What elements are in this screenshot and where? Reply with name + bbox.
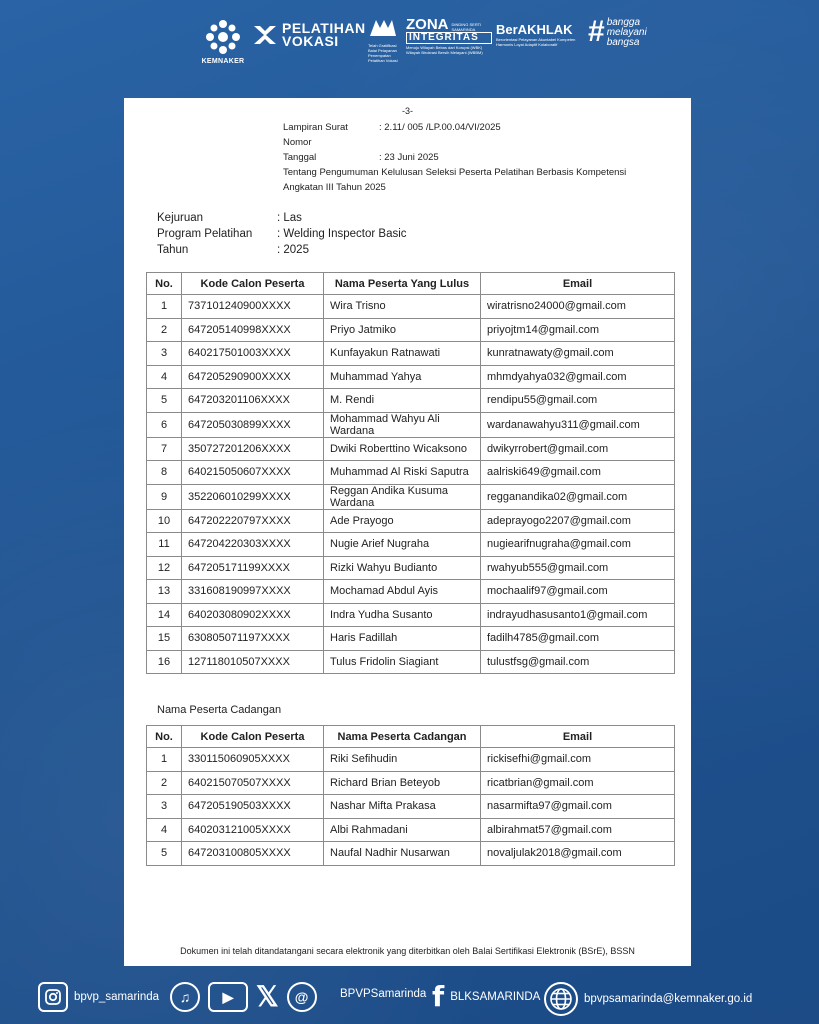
facebook-icon: f xyxy=(432,980,445,1013)
cell-no: 1 xyxy=(147,748,182,772)
cell-no: 12 xyxy=(147,556,182,580)
cell-email: priyojtm14@gmail.com xyxy=(481,318,675,342)
cell-nama: Nugie Arief Nugraha xyxy=(324,533,481,557)
table-row xyxy=(147,627,675,651)
cell-email: rwahyub555@gmail.com xyxy=(481,556,675,580)
cell-nama: Muhammad Al Riski Saputra xyxy=(324,461,481,485)
globe-icon xyxy=(544,982,578,1016)
lampiran-row xyxy=(283,150,626,165)
header-kode: Kode Calon Peserta xyxy=(182,273,324,295)
table-header-row xyxy=(147,726,675,748)
cell-email: indrayudhasusanto1@gmail.com xyxy=(481,603,675,627)
cell-nama: Mohammad Wahyu Ali Wardana xyxy=(324,412,481,437)
cell-nama: Tulus Fridolin Siagiant xyxy=(324,650,481,674)
cell-kode: 647203100805XXXX xyxy=(182,842,324,866)
cell-nama: Riki Sefihudin xyxy=(324,748,481,772)
vokasi-line1: PELATIHAN xyxy=(282,20,366,36)
cell-nama: Muhammad Yahya xyxy=(324,365,481,389)
meta-value: : Welding Inspector Basic xyxy=(277,228,407,240)
passed-participants-table xyxy=(146,272,675,674)
cell-kode: 640203121005XXXX xyxy=(182,818,324,842)
table-row xyxy=(147,533,675,557)
cell-email: mhmdyahya032@gmail.com xyxy=(481,365,675,389)
reserve-participants-table xyxy=(146,725,675,866)
page-number: -3- xyxy=(402,106,413,116)
cell-email: kunratnawaty@gmail.com xyxy=(481,342,675,366)
cell-nama: Mochamad Abdul Ayis xyxy=(324,580,481,604)
table-row xyxy=(147,580,675,604)
cell-kode: 647202220797XXXX xyxy=(182,509,324,533)
cell-no: 9 xyxy=(147,484,182,509)
cell-email: novaljulak2018@gmail.com xyxy=(481,842,675,866)
table-row xyxy=(147,818,675,842)
meta-row xyxy=(157,226,407,242)
table-row xyxy=(147,318,675,342)
email-address: bpvpsamarinda@kemnaker.go.id xyxy=(584,993,753,1005)
cell-no: 4 xyxy=(147,365,182,389)
cell-no: 10 xyxy=(147,509,182,533)
header-email: Email xyxy=(481,726,675,748)
vokasi-mark-icon xyxy=(252,22,278,48)
zona-tiny-text: Menuju Wilayah Bebas dari Korupsi (WBK) Wilayah Birokrasi Bersih Melayani (WBBM) xyxy=(406,45,483,55)
berakhlak-title: BerAKHLAK xyxy=(496,22,573,37)
header-logos xyxy=(0,14,819,76)
berakhlak-subtitle: Berorientasi Pelayanan Akuntabel Kompeten Harmonis Loyal Adaptif Kolaboratif xyxy=(496,37,576,47)
cell-no: 5 xyxy=(147,389,182,413)
table-row xyxy=(147,365,675,389)
lampiran-value: : 2.11/ 005 /LP.00.04/VI/2025 xyxy=(379,122,501,133)
table-row xyxy=(147,412,675,437)
meta-row xyxy=(157,242,407,258)
table-row xyxy=(147,509,675,533)
cell-kode: 647205171199XXXX xyxy=(182,556,324,580)
meta-key: Tahun xyxy=(157,244,189,256)
cell-nama: Haris Fadillah xyxy=(324,627,481,651)
cell-kode: 737101240900XXXX xyxy=(182,295,324,319)
kemnaker-emblem-icon xyxy=(204,18,242,56)
cell-kode: 640215050607XXXX xyxy=(182,461,324,485)
table-row xyxy=(147,461,675,485)
pelatihan-vokasi-logo xyxy=(252,22,366,48)
cell-nama: Indra Yudha Susanto xyxy=(324,603,481,627)
cell-email: rendipu55@gmail.com xyxy=(481,389,675,413)
cell-nama: Albi Rahmadani xyxy=(324,818,481,842)
lampiran-key: Lampiran Surat Nomor xyxy=(283,122,348,148)
lampiran-value: : 23 Juni 2025 xyxy=(379,152,439,163)
cell-kode: 647204220303XXXX xyxy=(182,533,324,557)
header-no: No. xyxy=(147,726,182,748)
table-row xyxy=(147,795,675,819)
cell-no: 16 xyxy=(147,650,182,674)
cell-email: albirahmat57@gmail.com xyxy=(481,818,675,842)
lampiran-key: Tanggal xyxy=(283,152,317,163)
cell-email: nugiearifnugraha@gmail.com xyxy=(481,533,675,557)
cell-email: rickisefhi@gmail.com xyxy=(481,748,675,772)
cell-nama: Wira Trisno xyxy=(324,295,481,319)
header-email: Email xyxy=(481,273,675,295)
table-row xyxy=(147,650,675,674)
cell-nama: Richard Brian Beteyob xyxy=(324,771,481,795)
instagram-link[interactable] xyxy=(38,982,159,1012)
cell-kode: 647205190503XXXX xyxy=(182,795,324,819)
meta-key: Program Pelatihan xyxy=(157,228,253,240)
cell-nama: Reggan Andika Kusuma Wardana xyxy=(324,484,481,509)
table-row xyxy=(147,603,675,627)
vokasi-line2: VOKASI xyxy=(282,33,339,49)
document-page xyxy=(124,98,691,966)
table-row xyxy=(147,748,675,772)
cell-no: 8 xyxy=(147,461,182,485)
kemnaker-label: KEMNAKER xyxy=(201,58,245,65)
video-social-links xyxy=(170,982,317,1012)
cell-email: regganandika02@gmail.com xyxy=(481,484,675,509)
cell-no: 1 xyxy=(147,295,182,319)
cell-no: 3 xyxy=(147,342,182,366)
cell-no: 4 xyxy=(147,818,182,842)
cell-nama: Priyo Jatmiko xyxy=(324,318,481,342)
table-row xyxy=(147,389,675,413)
x-handle-link[interactable] xyxy=(340,988,426,1000)
table-row xyxy=(147,437,675,461)
cell-email: fadilh4785@gmail.com xyxy=(481,627,675,651)
lampiran-block xyxy=(283,120,626,195)
cell-no: 6 xyxy=(147,412,182,437)
cell-no: 14 xyxy=(147,603,182,627)
table-row xyxy=(147,842,675,866)
zona-small-text: Telah Gratifikasi Balai Pelayanan Penempatan Pelatihan Vokasi xyxy=(368,43,398,63)
cell-email: adeprayogo2207@gmail.com xyxy=(481,509,675,533)
cell-no: 7 xyxy=(147,437,182,461)
cell-kode: 630805071197XXXX xyxy=(182,627,324,651)
cell-kode: 352206010299XXXX xyxy=(182,484,324,509)
electronic-signature-note: Dokumen ini telah ditandatangani secara elektronik yang diterbitkan oleh Balai Sertifikasi Elektronik (BSrE), BSSN xyxy=(180,946,635,956)
header-nama: Nama Peserta Yang Lulus xyxy=(324,273,481,295)
tentang-line-2: Angkatan III Tahun 2025 xyxy=(283,182,386,193)
tiktok-icon[interactable]: ♫ xyxy=(170,982,200,1012)
berakhlak-logo xyxy=(496,22,586,47)
kemnaker-logo xyxy=(198,18,248,65)
header-nama: Nama Peserta Cadangan xyxy=(324,726,481,748)
cell-nama: M. Rendi xyxy=(324,389,481,413)
bangga-word-3: bangsa xyxy=(606,37,640,48)
cell-kode: 647203201106XXXX xyxy=(182,389,324,413)
cell-kode: 640215070507XXXX xyxy=(182,771,324,795)
meta-value: : 2025 xyxy=(277,244,309,256)
cell-email: ricatbrian@gmail.com xyxy=(481,771,675,795)
youtube-icon[interactable]: ▶ xyxy=(208,982,248,1012)
email-link[interactable] xyxy=(544,982,752,1016)
cell-email: wiratrisno24000@gmail.com xyxy=(481,295,675,319)
x-handle: BPVPSamarinda xyxy=(340,988,427,1000)
table-row xyxy=(147,295,675,319)
bangga-word-2: melayani xyxy=(606,27,647,38)
table-row xyxy=(147,771,675,795)
instagram-handle: bpvp_samarinda xyxy=(74,991,160,1003)
cell-kode: 331608190997XXXX xyxy=(182,580,324,604)
cell-nama: Kunfayakun Ratnawati xyxy=(324,342,481,366)
cell-no: 15 xyxy=(147,627,182,651)
cell-kode: 647205290900XXXX xyxy=(182,365,324,389)
program-meta xyxy=(157,210,407,258)
cell-kode: 350727201206XXXX xyxy=(182,437,324,461)
lampiran-row xyxy=(283,120,626,150)
cell-email: tulustfsg@gmail.com xyxy=(481,650,675,674)
cell-email: mochaalif97@gmail.com xyxy=(481,580,675,604)
cell-kode: 640203080902XXXX xyxy=(182,603,324,627)
tentang-line-1: Tentang Pengumuman Kelulusan Seleksi Peserta Pelatihan Berbasis Kompetensi xyxy=(283,167,627,178)
cell-kode: 330115060905XXXX xyxy=(182,748,324,772)
cell-no: 13 xyxy=(147,580,182,604)
meta-row xyxy=(157,210,407,226)
zona-subtitle: INTEGRITAS xyxy=(406,32,492,44)
table-row xyxy=(147,556,675,580)
bangga-melayani-logo xyxy=(588,15,647,48)
cell-nama: Rizki Wahyu Budianto xyxy=(324,556,481,580)
zona-hands-icon xyxy=(368,18,398,38)
zona-integritas-logo xyxy=(368,18,492,63)
cell-email: aalriski649@gmail.com xyxy=(481,461,675,485)
cell-email: dwikyrrobert@gmail.com xyxy=(481,437,675,461)
cell-no: 3 xyxy=(147,795,182,819)
facebook-handle: BLKSAMARINDA xyxy=(450,991,541,1003)
cell-email: wardanawahyu311@gmail.com xyxy=(481,412,675,437)
facebook-link[interactable] xyxy=(432,982,540,1012)
cell-no: 2 xyxy=(147,771,182,795)
cell-kode: 647205140998XXXX xyxy=(182,318,324,342)
cadangan-label: Nama Peserta Cadangan xyxy=(157,704,282,716)
x-twitter-icon[interactable]: 𝕏 xyxy=(256,981,279,1012)
cell-nama: Nashar Mifta Prakasa xyxy=(324,795,481,819)
instagram-icon xyxy=(38,982,68,1012)
cell-no: 5 xyxy=(147,842,182,866)
table-header-row xyxy=(147,273,675,295)
cell-kode: 647205030899XXXX xyxy=(182,412,324,437)
meta-value: : Las xyxy=(277,212,302,224)
social-footer xyxy=(0,976,819,1020)
header-no: No. xyxy=(147,273,182,295)
cell-nama: Dwiki Roberttino Wicaksono xyxy=(324,437,481,461)
threads-icon[interactable]: @ xyxy=(287,982,317,1012)
cell-email: nasarmifta97@gmail.com xyxy=(481,795,675,819)
zona-side-text: DINDING SERTI SAMARINDA xyxy=(451,22,482,32)
header-kode: Kode Calon Peserta xyxy=(182,726,324,748)
cell-no: 11 xyxy=(147,533,182,557)
table-row xyxy=(147,342,675,366)
cell-nama: Naufal Nadhir Nusarwan xyxy=(324,842,481,866)
meta-key: Kejuruan xyxy=(157,212,204,224)
bangga-word-1: bangga xyxy=(606,17,641,28)
cell-kode: 127118010507XXXX xyxy=(182,650,324,674)
zona-title: ZONA xyxy=(406,16,449,33)
table-row xyxy=(147,484,675,509)
cell-kode: 640217501003XXXX xyxy=(182,342,324,366)
cell-no: 2 xyxy=(147,318,182,342)
bangga-hash: # xyxy=(588,15,605,48)
cell-nama: Ade Prayogo xyxy=(324,509,481,533)
